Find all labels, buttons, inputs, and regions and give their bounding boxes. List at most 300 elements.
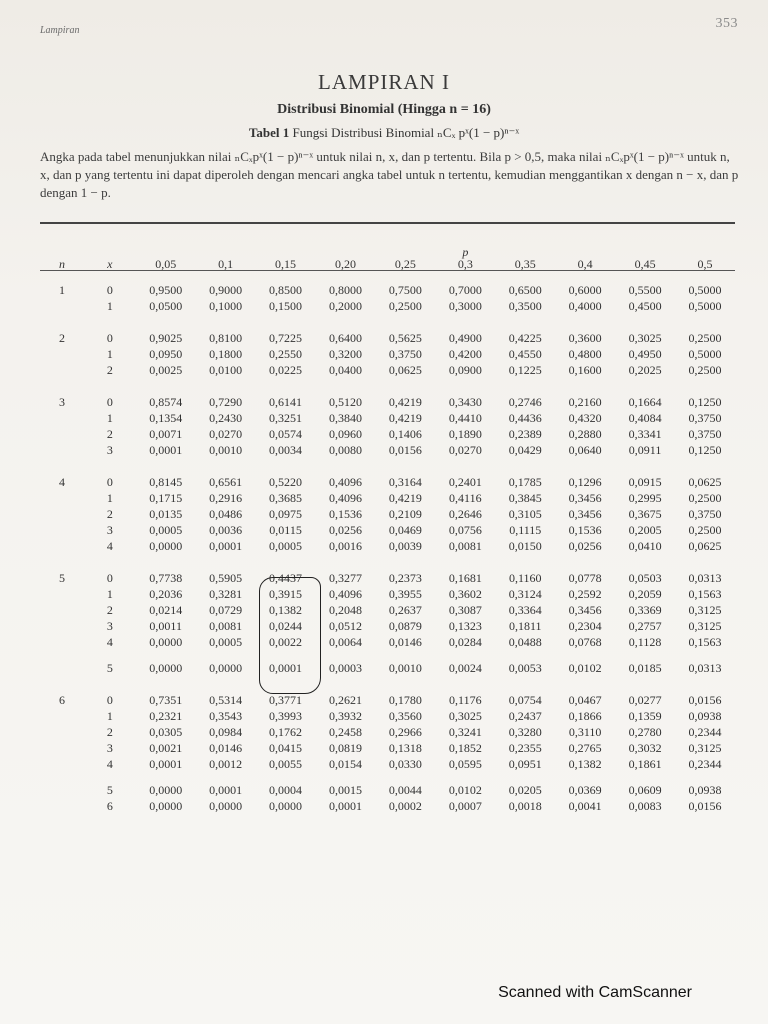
cell-probability: 0,3456 [568, 507, 602, 521]
cell-probability: 0,0154 [328, 757, 362, 771]
cell-probability: 0,3430 [448, 395, 482, 409]
cell-probability: 0,0001 [269, 661, 303, 675]
cell-x: 4 [106, 635, 113, 649]
cell-probability: 0,4900 [448, 331, 482, 345]
cell-probability: 0,4800 [568, 347, 602, 361]
cell-probability: 0,2500 [688, 523, 722, 537]
cell-x: 0 [106, 693, 113, 707]
cell-probability: 0,3025 [628, 331, 662, 345]
cell-probability: 0,7351 [149, 693, 183, 707]
cell-probability: 0,4116 [449, 491, 482, 505]
spacer-cell [40, 378, 735, 394]
cell-probability: 0,3125 [688, 741, 722, 755]
cell-probability: 0,4436 [508, 411, 542, 425]
cell-n [40, 782, 84, 798]
cell-probability: 0,3025 [448, 709, 482, 723]
cell-probability: 0,5625 [388, 331, 422, 345]
cell-probability: 0,1000 [209, 299, 243, 313]
cell-probability: 0,7000 [448, 283, 482, 297]
cell-probability: 0,0768 [568, 635, 602, 649]
cell-probability: 0,0879 [388, 619, 422, 633]
cell-probability: 0,3456 [568, 491, 602, 505]
cell-probability: 0,7290 [209, 395, 243, 409]
page-subtitle: Distribusi Binomial (Hingga n = 16) [277, 102, 491, 117]
cell-probability: 0,5000 [688, 299, 722, 313]
cell-probability: 0,4320 [568, 411, 602, 425]
cell-probability: 0,3280 [508, 725, 542, 739]
header-spacer [40, 272, 735, 282]
cell-probability: 0,9500 [149, 283, 183, 297]
cell-probability: 0,0080 [328, 443, 362, 457]
cell-probability: 0,3164 [388, 475, 422, 489]
cell-probability: 0,1225 [508, 363, 542, 377]
group-spacer [40, 650, 735, 660]
cell-probability: 0,0053 [508, 661, 542, 675]
cell-probability: 0,3771 [269, 693, 303, 707]
binomial-table [40, 240, 735, 814]
cell-probability: 0,5000 [688, 283, 722, 297]
table-title-rest: Fungsi Distribusi Binomial ₙCₓ pˣ(1 − p)ⁿ⁻ˣ [292, 125, 520, 140]
cell-probability: 0,0256 [568, 539, 602, 553]
cell-probability: 0,0039 [388, 539, 422, 553]
cell-probability: 0,0102 [448, 783, 482, 797]
cell-probability: 0,4096 [328, 491, 362, 505]
cell-x: 2 [106, 725, 113, 739]
header-p-col [555, 240, 615, 272]
table-row [40, 782, 735, 798]
cell-probability: 0,2321 [149, 709, 183, 723]
cell-probability: 0,0625 [688, 539, 722, 553]
cell-probability: 0,2344 [688, 725, 722, 739]
cell-probability: 0,4219 [388, 395, 422, 409]
cell-x: 0 [106, 283, 113, 297]
table-row [40, 708, 735, 724]
page-title: LAMPIRAN I [318, 70, 450, 94]
cell-probability: 0,3241 [448, 725, 482, 739]
cell-probability: 0,3915 [269, 587, 303, 601]
cell-probability: 0,2966 [388, 725, 422, 739]
table-row [40, 410, 735, 426]
cell-probability: 0,8000 [328, 283, 362, 297]
table-title-lead: Tabel 1 [248, 125, 290, 140]
cell-probability: 0,3110 [568, 725, 602, 739]
cell-probability: 0,3675 [628, 507, 662, 521]
cell-probability: 0,0400 [328, 363, 362, 377]
header-n: n [58, 257, 65, 271]
cell-x: 4 [106, 757, 113, 771]
cell-probability: 0,2036 [149, 587, 183, 601]
cell-n: 2 [58, 331, 65, 345]
cell-probability: 0,4219 [388, 411, 422, 425]
cell-n [40, 506, 84, 522]
cell-probability: 0,1600 [568, 363, 602, 377]
cell-probability: 0,0071 [149, 427, 183, 441]
cell-probability: 0,0185 [628, 661, 662, 675]
cell-probability: 0,0002 [388, 799, 422, 813]
cell-probability: 0,2109 [388, 507, 422, 521]
cell-probability: 0,3685 [269, 491, 303, 505]
cell-probability: 0,3560 [388, 709, 422, 723]
cell-probability: 0,0005 [149, 523, 183, 537]
cell-probability: 0,0041 [568, 799, 602, 813]
table-row [40, 602, 735, 618]
cell-probability: 0,0036 [209, 523, 243, 537]
cell-probability: 0,2500 [688, 331, 722, 345]
cell-probability: 0,0003 [328, 661, 362, 675]
cell-x: 6 [106, 799, 113, 813]
cell-probability: 0,2160 [568, 395, 602, 409]
table-row [40, 740, 735, 756]
cell-probability: 0,0950 [149, 347, 183, 361]
cell-probability: 0,1681 [448, 571, 482, 585]
cell-probability: 0,5314 [209, 693, 243, 707]
cell-probability: 0,0034 [269, 443, 303, 457]
cell-probability: 0,0486 [209, 507, 243, 521]
cell-x: 2 [106, 603, 113, 617]
cell-probability: 0,5000 [688, 347, 722, 361]
cell-probability: 0,2637 [388, 603, 422, 617]
cell-probability: 0,0102 [568, 661, 602, 675]
cell-x: 1 [106, 587, 113, 601]
cell-probability: 0,8500 [269, 283, 303, 297]
table-row [40, 618, 735, 634]
cell-n: 4 [58, 475, 65, 489]
cell-probability: 0,4550 [508, 347, 542, 361]
cell-probability: 0,2304 [568, 619, 602, 633]
cell-x: 5 [106, 661, 113, 675]
cell-probability: 0,0024 [448, 661, 482, 675]
cell-probability: 0,0469 [388, 523, 422, 537]
cell-probability: 0,6500 [508, 283, 542, 297]
cell-probability: 0,4437 [269, 571, 303, 585]
cell-probability: 0,5905 [209, 571, 243, 585]
cell-probability: 0,8574 [149, 395, 183, 409]
cell-x: 1 [106, 709, 113, 723]
cell-n: 5 [58, 571, 65, 585]
cell-probability: 0,2757 [628, 619, 662, 633]
cell-probability: 0,6000 [568, 283, 602, 297]
cell-probability: 0,0819 [328, 741, 362, 755]
cell-probability: 0,0081 [448, 539, 482, 553]
header-p-col [675, 240, 735, 272]
cell-probability: 0,0135 [149, 507, 183, 521]
cell-probability: 0,0512 [328, 619, 362, 633]
cell-n [40, 756, 84, 772]
cell-probability: 0,3281 [209, 587, 243, 601]
cell-x: 1 [106, 347, 113, 361]
cell-probability: 0,1354 [149, 411, 183, 425]
cell-probability: 0,0284 [448, 635, 482, 649]
cell-probability: 0,2995 [628, 491, 662, 505]
table-description: Angka pada tabel menunjukkan nilai ₙCₓpˣ(1 − p)ⁿ⁻ˣ untuk nilai n, x, dan p tertentu. Bila p > 0,5, maka nilai ₙCₓpˣ(1 − p)ⁿ⁻ˣ untuk n, x, dan p yang tertentu ini dapat diperoleh dengan mencari angka tabel untuk n tertentu, kemudian menggantikan x dengan n − x, dan p dengan 1 − p. [40, 149, 739, 200]
cell-probability: 0,0256 [328, 523, 362, 537]
cell-probability: 0,3500 [508, 299, 542, 313]
cell-probability: 0,7225 [269, 331, 303, 345]
cell-probability: 0,0754 [508, 693, 542, 707]
cell-probability: 0,1296 [568, 475, 602, 489]
cell-probability: 0,2880 [568, 427, 602, 441]
cell-probability: 0,3750 [688, 507, 722, 521]
table-row [40, 426, 735, 442]
cell-probability: 0,8100 [209, 331, 243, 345]
cell-probability: 0,0911 [628, 443, 662, 457]
cell-n [40, 410, 84, 426]
header-p-value: 0,1 [218, 257, 234, 271]
table-title [0, 125, 768, 141]
cell-probability: 0,0000 [149, 539, 183, 553]
cell-probability: 0,0313 [688, 661, 722, 675]
cell-probability: 0,0244 [269, 619, 303, 633]
cell-probability: 0,0625 [688, 475, 722, 489]
page-number: 353 [715, 16, 738, 31]
group-spacer [40, 554, 735, 570]
cell-probability: 0,0415 [269, 741, 303, 755]
cell-probability: 0,2746 [508, 395, 542, 409]
cell-n: 1 [58, 283, 65, 297]
cell-probability: 0,5120 [328, 395, 362, 409]
cell-probability: 0,0778 [568, 571, 602, 585]
cell-probability: 0,0609 [628, 783, 662, 797]
cell-probability: 0,3341 [628, 427, 662, 441]
cell-probability: 0,0467 [568, 693, 602, 707]
cell-probability: 0,0012 [209, 757, 243, 771]
cell-probability: 0,0000 [269, 799, 303, 813]
header-p-value: 0,05 [155, 257, 177, 271]
cell-probability: 0,6141 [269, 395, 303, 409]
cell-probability: 0,4084 [628, 411, 662, 425]
cell-probability: 0,4410 [448, 411, 482, 425]
cell-probability: 0,0150 [508, 539, 542, 553]
cell-probability: 0,1811 [508, 619, 542, 633]
cell-probability: 0,0429 [508, 443, 542, 457]
cell-probability: 0,2780 [628, 725, 662, 739]
table-body [40, 272, 735, 814]
cell-probability: 0,2401 [448, 475, 482, 489]
cell-x: 4 [106, 539, 113, 553]
table-row [40, 634, 735, 650]
cell-probability: 0,0010 [209, 443, 243, 457]
cell-probability: 0,2458 [328, 725, 362, 739]
cell-probability: 0,0115 [269, 523, 302, 537]
cell-probability: 0,2500 [688, 491, 722, 505]
cell-probability: 0,0225 [269, 363, 303, 377]
cell-n: 3 [58, 395, 65, 409]
cell-probability: 0,0000 [149, 635, 183, 649]
cell-probability: 0,3125 [688, 619, 722, 633]
cell-probability: 0,0055 [269, 757, 303, 771]
cell-x: 1 [106, 491, 113, 505]
cell-probability: 0,3750 [688, 411, 722, 425]
table-row [40, 522, 735, 538]
cell-x: 1 [106, 299, 113, 313]
cell-probability: 0,0011 [149, 619, 182, 633]
table-header-row [40, 240, 735, 272]
cell-probability: 0,4096 [328, 475, 362, 489]
header-p-value: 0,45 [634, 257, 656, 271]
cell-probability: 0,0004 [269, 783, 303, 797]
cell-probability: 0,3369 [628, 603, 662, 617]
cell-probability: 0,2059 [628, 587, 662, 601]
cell-probability: 0,3543 [209, 709, 243, 723]
cell-probability: 0,1500 [269, 299, 303, 313]
cell-probability: 0,1160 [508, 571, 542, 585]
header-p-value: 0,15 [275, 257, 297, 271]
cell-n: 6 [58, 693, 65, 707]
cell-x: 3 [106, 523, 113, 537]
cell-probability: 0,0984 [209, 725, 243, 739]
cell-probability: 0,4500 [628, 299, 662, 313]
header-p-col [375, 240, 435, 272]
cell-probability: 0,0146 [209, 741, 243, 755]
header-p-value: 0,5 [697, 257, 713, 271]
cell-probability: 0,2621 [328, 693, 362, 707]
cell-probability: 0,3200 [328, 347, 362, 361]
spacer-cell [40, 554, 735, 570]
cell-probability: 0,3456 [568, 603, 602, 617]
cell-probability: 0,2500 [388, 299, 422, 313]
table-row [40, 298, 735, 314]
cell-probability: 0,0369 [568, 783, 602, 797]
cell-probability: 0,2500 [688, 363, 722, 377]
cell-probability: 0,0000 [149, 799, 183, 813]
cell-n [40, 618, 84, 634]
cell-probability: 0,0488 [508, 635, 542, 649]
cell-probability: 0,2000 [328, 299, 362, 313]
table-row [40, 442, 735, 458]
header-p-value: 0,35 [514, 257, 536, 271]
cell-probability: 0,0007 [448, 799, 482, 813]
cell-n [40, 538, 84, 554]
cell-probability: 0,0156 [388, 443, 422, 457]
cell-probability: 0,2916 [209, 491, 243, 505]
header-p-col [256, 240, 316, 272]
cell-probability: 0,7500 [388, 283, 422, 297]
cell-probability: 0,0975 [269, 507, 303, 521]
spacer-cell [40, 650, 735, 660]
spacer-cell [40, 458, 735, 474]
cell-probability: 0,6400 [328, 331, 362, 345]
cell-probability: 0,1318 [388, 741, 422, 755]
header-p-value: 0,20 [334, 257, 356, 271]
cell-probability: 0,0625 [388, 363, 422, 377]
cell-n [40, 586, 84, 602]
cell-probability: 0,3105 [508, 507, 542, 521]
cell-probability: 0,0214 [149, 603, 183, 617]
cell-probability: 0,0005 [209, 635, 243, 649]
cell-probability: 0,0313 [688, 571, 722, 585]
cell-probability: 0,0277 [628, 693, 662, 707]
cell-n [40, 798, 84, 814]
cell-probability: 0,3032 [628, 741, 662, 755]
cell-probability: 0,0000 [209, 661, 243, 675]
cell-probability: 0,3750 [388, 347, 422, 361]
cell-probability: 0,0100 [209, 363, 243, 377]
cell-probability: 0,1785 [508, 475, 542, 489]
cell-x: 3 [106, 619, 113, 633]
cell-probability: 0,3000 [448, 299, 482, 313]
cell-x: 3 [106, 741, 113, 755]
table-row [40, 538, 735, 554]
cell-probability: 0,1250 [688, 395, 722, 409]
cell-probability: 0,0146 [388, 635, 422, 649]
handwritten-circle-annotation [259, 577, 321, 694]
cell-probability: 0,1359 [628, 709, 662, 723]
header-p-value: 0,25 [394, 257, 416, 271]
cell-n [40, 362, 84, 378]
group-spacer [40, 772, 735, 782]
cell-n [40, 490, 84, 506]
cell-probability: 0,0001 [149, 443, 183, 457]
cell-probability: 0,4219 [388, 491, 422, 505]
cell-n [40, 708, 84, 724]
header-p-col [136, 240, 196, 272]
cell-probability: 0,5220 [269, 475, 303, 489]
cell-probability: 0,2437 [508, 709, 542, 723]
table-row [40, 394, 735, 410]
header-p-col [435, 240, 495, 272]
cell-probability: 0,0938 [688, 783, 722, 797]
cell-x: 2 [106, 507, 113, 521]
cell-probability: 0,3087 [448, 603, 482, 617]
cell-probability: 0,0330 [388, 757, 422, 771]
cell-probability: 0,0951 [508, 757, 542, 771]
cell-probability: 0,2765 [568, 741, 602, 755]
table-row [40, 756, 735, 772]
cell-probability: 0,1563 [688, 635, 722, 649]
header-p-symbol: p [462, 245, 469, 259]
cell-probability: 0,0900 [448, 363, 482, 377]
cell-probability: 0,3993 [269, 709, 303, 723]
cell-probability: 0,0005 [269, 539, 303, 553]
cell-probability: 0,1536 [328, 507, 362, 521]
running-head: Lampiran [40, 25, 80, 36]
cell-probability: 0,0915 [628, 475, 662, 489]
cell-probability: 0,4950 [628, 347, 662, 361]
cell-n [40, 298, 84, 314]
group-spacer [40, 458, 735, 474]
cell-x: 2 [106, 427, 113, 441]
table-row [40, 570, 735, 586]
table-row [40, 724, 735, 740]
cell-probability: 0,0010 [388, 661, 422, 675]
cell-probability: 0,2389 [508, 427, 542, 441]
cell-probability: 0,1715 [149, 491, 183, 505]
table-row [40, 692, 735, 708]
cell-probability: 0,0000 [149, 783, 183, 797]
cell-n [40, 522, 84, 538]
header-p-value: 0,3 [457, 257, 473, 271]
cell-n [40, 346, 84, 362]
table-row [40, 282, 735, 298]
spacer-cell [40, 314, 735, 330]
cell-probability: 0,1800 [209, 347, 243, 361]
group-spacer [40, 314, 735, 330]
group-spacer [40, 378, 735, 394]
cell-probability: 0,0022 [269, 635, 303, 649]
cell-probability: 0,0205 [508, 783, 542, 797]
cell-probability: 0,0018 [508, 799, 542, 813]
cell-probability: 0,0025 [149, 363, 183, 377]
cell-probability: 0,0001 [328, 799, 362, 813]
cell-probability: 0,0595 [448, 757, 482, 771]
table-row [40, 490, 735, 506]
cell-probability: 0,0021 [149, 741, 183, 755]
cell-probability: 0,1115 [509, 523, 542, 537]
cell-probability: 0,3955 [388, 587, 422, 601]
header-p-col [196, 240, 256, 272]
cell-probability: 0,1861 [628, 757, 662, 771]
cell-probability: 0,1866 [568, 709, 602, 723]
